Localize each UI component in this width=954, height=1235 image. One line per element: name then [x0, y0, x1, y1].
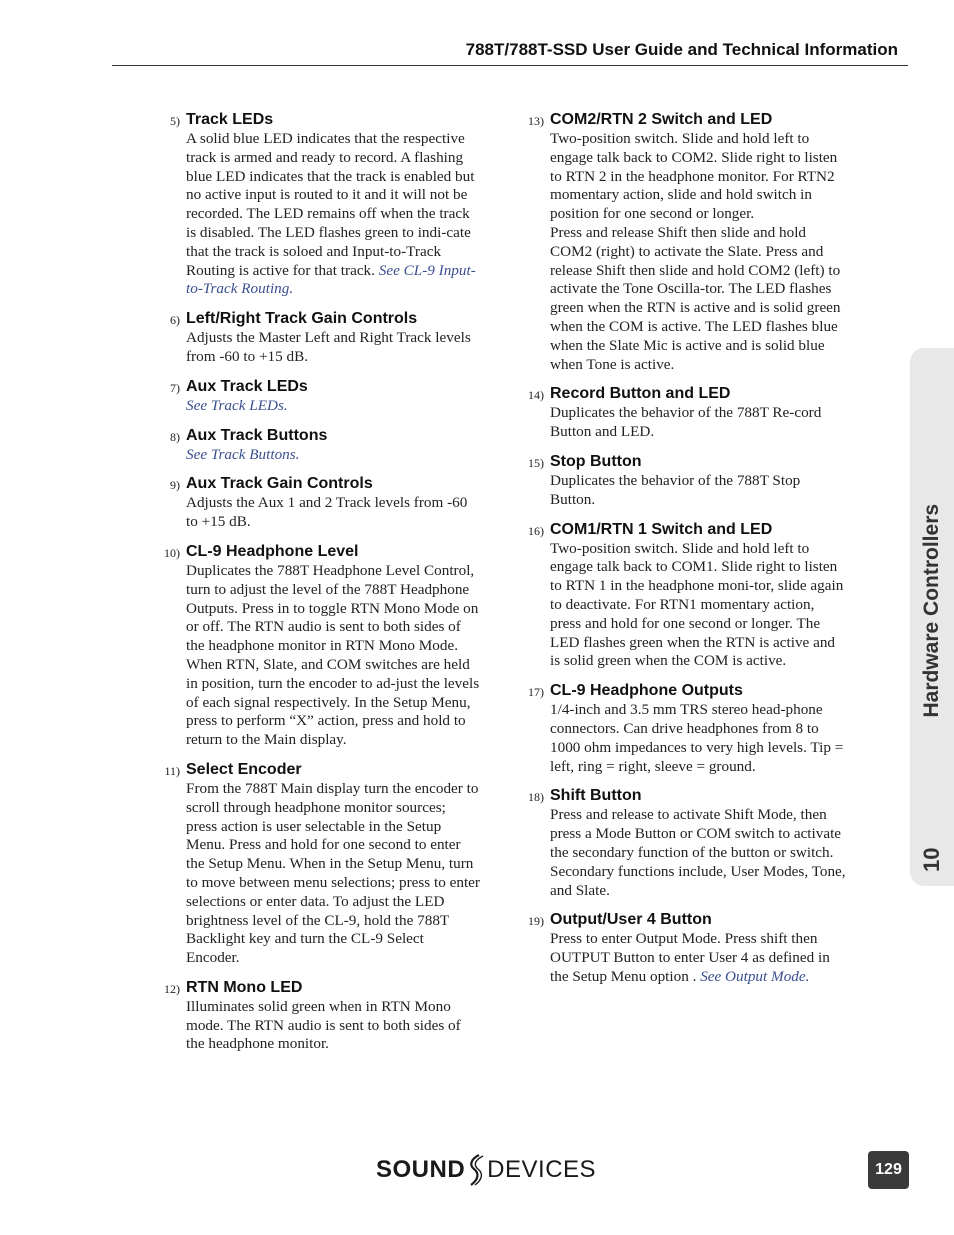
item-title: Track LEDs [186, 111, 274, 128]
item-body: From the 788T Main display turn the encoder to scroll through headphone monitor sources; press action is user selectable in the Setup Menu. Press and hold for one second to enter the Setup Menu. When in the Setup Menu, turn to move between menu selections; press to enter selections or enter data. To adjust the LED brightness level of the CL-9, hold the 788T Backlight key and turn the CL-9 Select Encoder. [186, 779, 480, 967]
item-body: Two-position switch. Slide and hold left to engage talk back to COM2. Slide right to listen to RTN 2 in the headphone monitor. For RTN2 momentary action, slide and hold switch in position for one second or longer. [550, 130, 838, 223]
item-body [550, 930, 848, 986]
item-body: Adjusts the Aux 1 and 2 Track levels from -60 to +15 dB. [186, 494, 468, 531]
item-title: Shift Button [550, 787, 642, 805]
item-title: Left/Right Track Gain Controls [186, 310, 418, 328]
logo-text-bold: SOUND [376, 1156, 466, 1183]
chapter-number: 10 [919, 847, 944, 872]
list-item [148, 376, 480, 416]
item-number: 5) [170, 114, 180, 128]
item-body: Illuminates solid green when in RTN Mono mode. The RTN audio is sent to both sides of the headphone monitor. [186, 997, 461, 1053]
item-body-text: A solid blue LED indicates that the respective track is armed and ready to record. A flashing blue LED indicates that the track is enabled but no active input is routed to it and it will not be recorded. The LED remains off when the track is disabled. The LED flashes green to indi-cate that the track is soloed and Input-to-Track Routing is active for that track. [186, 130, 475, 279]
chapter-side-tab [910, 348, 954, 886]
list-item [148, 308, 480, 367]
item-title: Output/User 4 Button [550, 911, 712, 929]
item-number: 12) [164, 981, 180, 996]
item-number: 13) [528, 114, 544, 128]
item-body [186, 130, 480, 299]
list-item [512, 451, 848, 510]
item-body: 1/4-inch and 3.5 mm TRS stereo head-phone connectors. Can drive headphones from 8 to 1000 ohm impedances to very high levels. Tip = left, ring = right, sleeve = ground. [550, 701, 844, 775]
item-number: 15) [528, 455, 544, 470]
item-title: Aux Track LEDs [186, 377, 308, 395]
page-number: 129 [868, 1151, 909, 1189]
item-title: Stop Button [550, 452, 642, 470]
list-item [148, 425, 480, 465]
item-number: 9) [170, 478, 180, 493]
item-number: 7) [170, 380, 180, 395]
list-item [512, 383, 848, 442]
item-title: RTN Mono LED [186, 978, 303, 996]
item-title: Aux Track Gain Controls [186, 475, 373, 493]
item-number: 18) [528, 790, 544, 805]
cross-reference-link[interactable]: See CL-9 Input-to-Track Routing. [186, 261, 476, 298]
logo-wave-icon [465, 1153, 487, 1187]
item-title: COM2/RTN 2 Switch and LED [550, 111, 773, 128]
item-body: Duplicates the 788T Headphone Level Control, turn to adjust the level of the 788T Headphone Outputs. Press in to toggle RTN Mono Mode on or off. The RTN audio is sent to both sides of the headphone monitor in RTN Mono Mode. When RTN, Slate, and COM switches are held in position, turn the encoder to ad-just the levels of each signal respectively. In the Setup Menu, press to perform “X” action, press and hold to return to the Main display. [186, 561, 480, 749]
list-item [512, 680, 848, 776]
left-column [148, 109, 480, 1063]
item-body-continued: Press and release Shift then slide and hold COM2 (right) to activate the Slate. Press and release Shift then slide and hold COM2 (left) to activate the Tone Oscilla-tor. The LED flashes green when the RTN is active and is solid green when the COM is active. The LED flashes blue when the Slate Mic is active and is solid blue when Tone is active. [550, 223, 841, 373]
header-rule [112, 65, 908, 66]
item-body: Two-position switch. Slide and hold left to engage talk back to COM1. Slide right to listen to RTN 1 in the headphone moni-tor, slide again to deactivate. For RTN1 momentary action, press and hold for one second or longer. The LED flashes green when the RTN is active and is solid green when the COM is active. [550, 539, 844, 670]
item-number: 14) [528, 388, 544, 403]
item-number: 6) [170, 313, 180, 328]
list-item [148, 109, 480, 299]
right-column [512, 109, 848, 996]
item-number: 10) [164, 545, 180, 560]
list-item [512, 109, 848, 374]
list-item [512, 909, 848, 986]
item-body: Duplicates the behavior of the 788T Re-cord Button and LED. [550, 404, 822, 441]
list-item [148, 473, 480, 532]
cross-reference-link[interactable]: See Output Mode. [700, 967, 810, 985]
cross-reference-link[interactable]: See Track Buttons. [186, 445, 300, 463]
item-number: 19) [528, 914, 544, 929]
item-body: Adjusts the Master Left and Right Track levels from -60 to +15 dB. [186, 329, 471, 365]
item-number: 17) [528, 685, 544, 700]
chapter-label: Hardware Controllers [920, 503, 943, 718]
list-item [512, 785, 848, 900]
list-item [148, 977, 480, 1054]
list-item [148, 759, 480, 968]
item-title: Record Button and LED [550, 385, 731, 403]
item-number: 8) [170, 429, 180, 444]
item-number: 11) [164, 763, 180, 778]
item-number: 16) [528, 523, 544, 538]
item-title: COM1/RTN 1 Switch and LED [550, 520, 773, 538]
sound-devices-logo [376, 1152, 596, 1188]
item-title: Aux Track Buttons [186, 426, 328, 444]
item-title: CL-9 Headphone Level [186, 542, 359, 560]
logo-text-light: DEVICES [487, 1156, 597, 1183]
item-title: CL-9 Headphone Outputs [550, 682, 743, 700]
item-title: Select Encoder [186, 760, 302, 778]
item-body: Press and release to activate Shift Mode, then press a Mode Button or COM switch to activate the secondary function of the button or switch. Secondary functions include, User Modes, Tone, and Slate. [550, 806, 846, 899]
list-item [148, 541, 480, 750]
cross-reference-link[interactable]: See Track LEDs. [186, 396, 288, 414]
item-body-text: Press to enter Output Mode. Press shift then OUTPUT Button to enter User 4 as defined in the Setup Menu option . [550, 930, 830, 985]
list-item [512, 519, 848, 672]
item-body: Duplicates the behavior of the 788T Stop Button. [550, 471, 801, 508]
header-title: 788T/788T-SSD User Guide and Technical Information [465, 40, 898, 59]
